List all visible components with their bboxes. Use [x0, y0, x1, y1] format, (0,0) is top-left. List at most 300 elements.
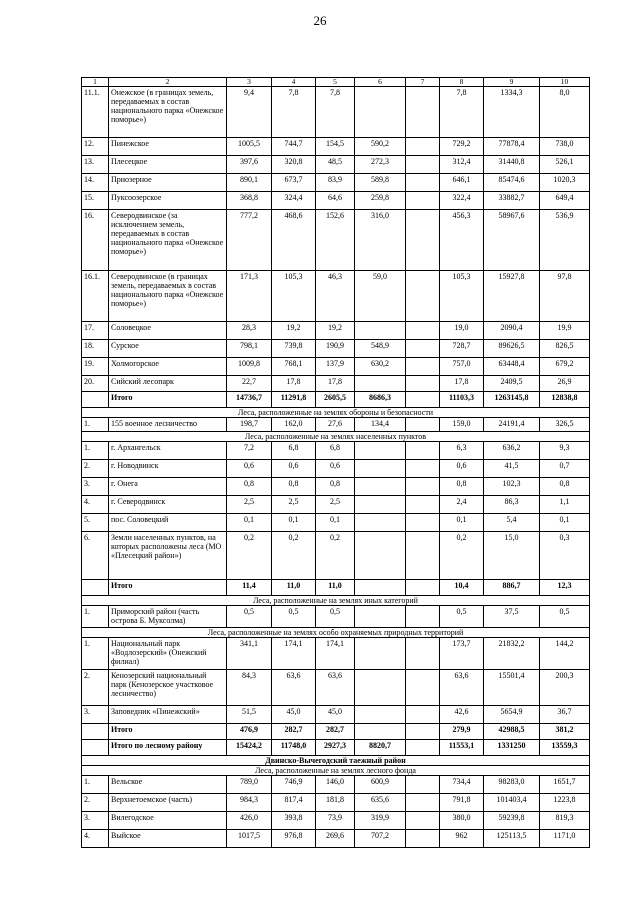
row-number-cell: 20. — [82, 376, 109, 392]
value-cell: 200,3 — [540, 670, 590, 706]
value-cell: 190,9 — [316, 340, 355, 358]
value-cell: 85474,6 — [484, 174, 540, 192]
table-row — [82, 358, 590, 376]
name-cell: Вельское — [109, 776, 227, 794]
value-cell: 0,6 — [227, 460, 272, 478]
value-cell: 5,4 — [484, 514, 540, 532]
value-cell: 33882,7 — [484, 192, 540, 210]
value-cell: 341,1 — [227, 638, 272, 670]
column-number: 9 — [484, 78, 540, 87]
region-heading-row — [82, 756, 590, 766]
value-cell: 798,1 — [227, 340, 272, 358]
value-cell: 2409,5 — [484, 376, 540, 392]
value-cell: 83,9 — [316, 174, 355, 192]
value-cell: 8820,7 — [355, 740, 406, 756]
value-cell: 0,3 — [540, 532, 590, 580]
value-cell: 1020,3 — [540, 174, 590, 192]
table-row — [82, 496, 590, 514]
value-cell: 734,4 — [440, 776, 484, 794]
value-cell: 536,9 — [540, 210, 590, 271]
value-cell: 368,8 — [227, 192, 272, 210]
value-cell — [406, 532, 440, 580]
value-cell: 984,3 — [227, 794, 272, 812]
name-cell: Верхнетоемское (часть) — [109, 794, 227, 812]
section-heading-row — [82, 628, 590, 638]
value-cell: 42,6 — [440, 706, 484, 724]
column-number: 5 — [316, 78, 355, 87]
row-number-cell: 6. — [82, 532, 109, 580]
value-cell: 324,4 — [272, 192, 316, 210]
name-cell: Итого — [109, 580, 227, 596]
name-cell: Холмогорское — [109, 358, 227, 376]
value-cell: 1009,8 — [227, 358, 272, 376]
section-heading: Леса, расположенные на землях особо охраняемых природных территорий — [82, 628, 590, 638]
column-number: 3 — [227, 78, 272, 87]
name-cell: Итого — [109, 392, 227, 408]
column-number: 4 — [272, 78, 316, 87]
table-row — [82, 830, 590, 848]
table-row — [82, 192, 590, 210]
table-row — [82, 271, 590, 322]
value-cell: 63,6 — [440, 670, 484, 706]
table-row — [82, 156, 590, 174]
value-cell: 600,9 — [355, 776, 406, 794]
total-row — [82, 392, 590, 408]
value-cell: 73,9 — [316, 812, 355, 830]
value-cell — [355, 706, 406, 724]
table-row — [82, 776, 590, 794]
value-cell: 97,8 — [540, 271, 590, 322]
value-cell: 19,2 — [316, 322, 355, 340]
name-cell: Заповедник «Пинежский» — [109, 706, 227, 724]
table-row — [82, 638, 590, 670]
value-cell: 137,9 — [316, 358, 355, 376]
table-row — [82, 210, 590, 271]
value-cell: 15,0 — [484, 532, 540, 580]
name-cell: Соловецкое — [109, 322, 227, 340]
value-cell: 48,5 — [316, 156, 355, 174]
name-cell: Итого — [109, 724, 227, 740]
region-heading: Двинско-Вычегодский таежный район — [82, 756, 590, 766]
value-cell — [355, 496, 406, 514]
value-cell: 63,6 — [272, 670, 316, 706]
value-cell — [406, 724, 440, 740]
value-cell: 272,3 — [355, 156, 406, 174]
page-number: 26 — [313, 13, 327, 28]
value-cell: 12,3 — [540, 580, 590, 596]
row-number-cell: 16.1. — [82, 271, 109, 322]
row-number-cell: 3. — [82, 478, 109, 496]
value-cell: 886,7 — [484, 580, 540, 596]
value-cell: 0,7 — [540, 460, 590, 478]
value-cell: 312,4 — [440, 156, 484, 174]
value-cell: 98283,0 — [484, 776, 540, 794]
value-cell: 679,2 — [540, 358, 590, 376]
value-cell: 24191,4 — [484, 418, 540, 432]
value-cell: 11748,0 — [272, 740, 316, 756]
value-cell: 746,9 — [272, 776, 316, 794]
value-cell: 962 — [440, 830, 484, 848]
table-header-row — [82, 78, 590, 87]
column-number: 10 — [540, 78, 590, 87]
value-cell: 12838,8 — [540, 392, 590, 408]
value-cell: 636,2 — [484, 442, 540, 460]
value-cell — [406, 376, 440, 392]
value-cell: 21832,2 — [484, 638, 540, 670]
row-number-cell: 4. — [82, 830, 109, 848]
value-cell: 1171,0 — [540, 830, 590, 848]
value-cell: 456,3 — [440, 210, 484, 271]
value-cell: 320,8 — [272, 156, 316, 174]
value-cell: 380,0 — [440, 812, 484, 830]
value-cell: 13559,3 — [540, 740, 590, 756]
row-number-cell — [82, 740, 109, 756]
value-cell: 9,3 — [540, 442, 590, 460]
value-cell — [355, 638, 406, 670]
value-cell: 1005,5 — [227, 138, 272, 156]
value-cell: 22,7 — [227, 376, 272, 392]
value-cell: 739,8 — [272, 340, 316, 358]
row-number-cell: 12. — [82, 138, 109, 156]
value-cell — [355, 442, 406, 460]
value-cell: 59,0 — [355, 271, 406, 322]
value-cell — [406, 156, 440, 174]
value-cell: 15927,8 — [484, 271, 540, 322]
value-cell: 19,0 — [440, 322, 484, 340]
value-cell — [355, 514, 406, 532]
value-cell: 1331250 — [484, 740, 540, 756]
name-cell: Онежское (в границах земель, передаваемых в состав национального парка «Онежское поморье») — [109, 87, 227, 138]
value-cell: 15424,2 — [227, 740, 272, 756]
section-heading: Леса, расположенные на землях обороны и безопасности — [82, 408, 590, 418]
value-cell: 635,6 — [355, 794, 406, 812]
value-cell — [406, 740, 440, 756]
name-cell: Пинежское — [109, 138, 227, 156]
table-row — [82, 138, 590, 156]
value-cell — [355, 460, 406, 478]
value-cell: 326,5 — [540, 418, 590, 432]
value-cell: 2927,3 — [316, 740, 355, 756]
value-cell: 102,3 — [484, 478, 540, 496]
name-cell: Земли населенных пунктов, на которых расположены леса (МО «Плесецкий район») — [109, 532, 227, 580]
name-cell: Сурское — [109, 340, 227, 358]
value-cell — [406, 638, 440, 670]
row-number-cell: 1. — [82, 442, 109, 460]
row-number-cell: 1. — [82, 638, 109, 670]
value-cell — [406, 706, 440, 724]
value-cell — [406, 392, 440, 408]
value-cell: 159,0 — [440, 418, 484, 432]
value-cell: 63,6 — [316, 670, 355, 706]
value-cell: 269,6 — [316, 830, 355, 848]
forest-data-table — [81, 77, 590, 848]
value-cell — [406, 606, 440, 628]
value-cell — [355, 532, 406, 580]
name-cell: пос. Соловецкий — [109, 514, 227, 532]
value-cell — [406, 442, 440, 460]
value-cell: 976,8 — [272, 830, 316, 848]
value-cell: 0,8 — [272, 478, 316, 496]
name-cell: Итого по лесному району — [109, 740, 227, 756]
value-cell: 19,2 — [272, 322, 316, 340]
row-number-cell: 19. — [82, 358, 109, 376]
value-cell: 1263145,8 — [484, 392, 540, 408]
value-cell: 2,5 — [227, 496, 272, 514]
value-cell: 31440,8 — [484, 156, 540, 174]
value-cell: 152,6 — [316, 210, 355, 271]
value-cell: 17,8 — [440, 376, 484, 392]
value-cell: 707,2 — [355, 830, 406, 848]
value-cell: 2,5 — [272, 496, 316, 514]
value-cell: 15501,4 — [484, 670, 540, 706]
value-cell: 646,1 — [440, 174, 484, 192]
value-cell: 27,6 — [316, 418, 355, 432]
table-row — [82, 532, 590, 580]
row-number-cell: 2. — [82, 794, 109, 812]
value-cell: 11,0 — [272, 580, 316, 596]
table-row — [82, 340, 590, 358]
value-cell: 105,3 — [440, 271, 484, 322]
name-cell: Национальный парк «Водлозерский» (Онежский филиал) — [109, 638, 227, 670]
value-cell — [406, 138, 440, 156]
value-cell — [355, 478, 406, 496]
row-number-cell: 3. — [82, 706, 109, 724]
value-cell: 45,0 — [316, 706, 355, 724]
value-cell: 5654,9 — [484, 706, 540, 724]
table-row — [82, 514, 590, 532]
value-cell — [406, 514, 440, 532]
value-cell: 2,5 — [316, 496, 355, 514]
value-cell: 11,4 — [227, 580, 272, 596]
table-row — [82, 606, 590, 628]
value-cell — [406, 794, 440, 812]
value-cell: 548,9 — [355, 340, 406, 358]
column-number: 1 — [82, 78, 109, 87]
name-cell: Сийский лесопарк — [109, 376, 227, 392]
value-cell: 174,1 — [272, 638, 316, 670]
value-cell: 42988,5 — [484, 724, 540, 740]
value-cell: 0,5 — [272, 606, 316, 628]
value-cell: 51,5 — [227, 706, 272, 724]
value-cell: 7,2 — [227, 442, 272, 460]
table-row — [82, 174, 590, 192]
row-number-cell: 4. — [82, 496, 109, 514]
value-cell: 0,6 — [272, 460, 316, 478]
value-cell: 649,4 — [540, 192, 590, 210]
value-cell: 319,9 — [355, 812, 406, 830]
section-heading-row — [82, 432, 590, 442]
value-cell: 0,1 — [440, 514, 484, 532]
value-cell — [355, 322, 406, 340]
value-cell: 589,8 — [355, 174, 406, 192]
value-cell: 11553,1 — [440, 740, 484, 756]
value-cell: 26,9 — [540, 376, 590, 392]
value-cell: 8,0 — [540, 87, 590, 138]
name-cell: Северодвинское (в границах земель, передаваемых в состав национального парка «Онежское поморье») — [109, 271, 227, 322]
value-cell: 41,5 — [484, 460, 540, 478]
value-cell: 757,0 — [440, 358, 484, 376]
value-cell — [406, 271, 440, 322]
value-cell: 9,4 — [227, 87, 272, 138]
value-cell: 738,0 — [540, 138, 590, 156]
row-number-cell: 2. — [82, 460, 109, 478]
row-number-cell: 17. — [82, 322, 109, 340]
row-number-cell: 13. — [82, 156, 109, 174]
section-heading-row — [82, 596, 590, 606]
value-cell: 0,8 — [440, 478, 484, 496]
column-number: 6 — [355, 78, 406, 87]
table-row — [82, 706, 590, 724]
row-number-cell — [82, 392, 109, 408]
value-cell: 0,2 — [227, 532, 272, 580]
table-row — [82, 376, 590, 392]
value-cell: 6,3 — [440, 442, 484, 460]
table-row — [82, 418, 590, 432]
value-cell: 37,5 — [484, 606, 540, 628]
name-cell: г. Северодвинск — [109, 496, 227, 514]
value-cell: 468,6 — [272, 210, 316, 271]
value-cell: 0,6 — [316, 460, 355, 478]
total-row — [82, 724, 590, 740]
value-cell: 0,2 — [272, 532, 316, 580]
value-cell: 36,7 — [540, 706, 590, 724]
value-cell: 59239,8 — [484, 812, 540, 830]
name-cell: Выйское — [109, 830, 227, 848]
section-heading-row — [82, 408, 590, 418]
value-cell: 768,1 — [272, 358, 316, 376]
value-cell — [406, 340, 440, 358]
name-cell: Приморский район (часть острова Б. Муксолма) — [109, 606, 227, 628]
name-cell: г. Архангельск — [109, 442, 227, 460]
value-cell: 1334,3 — [484, 87, 540, 138]
value-cell: 63448,4 — [484, 358, 540, 376]
value-cell: 1,1 — [540, 496, 590, 514]
value-cell: 728,7 — [440, 340, 484, 358]
value-cell — [406, 418, 440, 432]
value-cell — [355, 606, 406, 628]
value-cell: 789,0 — [227, 776, 272, 794]
value-cell: 729,2 — [440, 138, 484, 156]
column-number: 8 — [440, 78, 484, 87]
value-cell — [355, 580, 406, 596]
name-cell: Вилегодское — [109, 812, 227, 830]
value-cell: 6,8 — [316, 442, 355, 460]
value-cell: 28,3 — [227, 322, 272, 340]
value-cell: 198,7 — [227, 418, 272, 432]
value-cell: 0,1 — [540, 514, 590, 532]
value-cell: 2605,5 — [316, 392, 355, 408]
value-cell: 279,9 — [440, 724, 484, 740]
row-number-cell: 1. — [82, 776, 109, 794]
table-row — [82, 794, 590, 812]
value-cell: 7,8 — [316, 87, 355, 138]
value-cell: 89626,5 — [484, 340, 540, 358]
value-cell: 476,9 — [227, 724, 272, 740]
name-cell: Кенозерский национальный парк (Кенозерское участковое лесничество) — [109, 670, 227, 706]
value-cell: 397,6 — [227, 156, 272, 174]
value-cell: 46,3 — [316, 271, 355, 322]
row-number-cell: 16. — [82, 210, 109, 271]
value-cell — [355, 724, 406, 740]
value-cell: 673,7 — [272, 174, 316, 192]
value-cell: 10,4 — [440, 580, 484, 596]
value-cell: 1017,5 — [227, 830, 272, 848]
value-cell: 1223,8 — [540, 794, 590, 812]
value-cell: 0,8 — [540, 478, 590, 496]
value-cell: 590,2 — [355, 138, 406, 156]
value-cell: 146,0 — [316, 776, 355, 794]
value-cell: 154,5 — [316, 138, 355, 156]
value-cell: 162,0 — [272, 418, 316, 432]
value-cell: 0,5 — [227, 606, 272, 628]
value-cell: 7,8 — [272, 87, 316, 138]
value-cell — [406, 830, 440, 848]
row-number-cell: 2. — [82, 670, 109, 706]
value-cell: 791,8 — [440, 794, 484, 812]
name-cell: Пуксоозерское — [109, 192, 227, 210]
value-cell: 0,1 — [227, 514, 272, 532]
name-cell: Приозерное — [109, 174, 227, 192]
value-cell: 11103,3 — [440, 392, 484, 408]
value-cell: 0,8 — [316, 478, 355, 496]
value-cell: 282,7 — [316, 724, 355, 740]
value-cell: 0,6 — [440, 460, 484, 478]
table-row — [82, 812, 590, 830]
section-heading: Леса, расположенные на землях иных категорий — [82, 596, 590, 606]
value-cell: 7,8 — [440, 87, 484, 138]
value-cell — [406, 210, 440, 271]
value-cell — [406, 322, 440, 340]
value-cell: 173,7 — [440, 638, 484, 670]
value-cell: 0,8 — [227, 478, 272, 496]
value-cell: 19,9 — [540, 322, 590, 340]
value-cell — [406, 580, 440, 596]
row-number-cell: 18. — [82, 340, 109, 358]
value-cell: 174,1 — [316, 638, 355, 670]
row-number-cell: 11.1. — [82, 87, 109, 138]
value-cell: 8686,3 — [355, 392, 406, 408]
value-cell: 0,1 — [316, 514, 355, 532]
value-cell: 282,7 — [272, 724, 316, 740]
column-number: 2 — [109, 78, 227, 87]
value-cell: 630,2 — [355, 358, 406, 376]
value-cell — [406, 670, 440, 706]
value-cell: 890,1 — [227, 174, 272, 192]
value-cell: 101403,4 — [484, 794, 540, 812]
value-cell: 125113,5 — [484, 830, 540, 848]
value-cell — [406, 358, 440, 376]
value-cell: 58967,6 — [484, 210, 540, 271]
total-row — [82, 580, 590, 596]
value-cell: 84,3 — [227, 670, 272, 706]
value-cell — [406, 460, 440, 478]
value-cell — [406, 192, 440, 210]
value-cell: 181,8 — [316, 794, 355, 812]
value-cell: 316,0 — [355, 210, 406, 271]
table-row — [82, 442, 590, 460]
value-cell: 381,2 — [540, 724, 590, 740]
value-cell: 105,3 — [272, 271, 316, 322]
section-heading-row — [82, 766, 590, 776]
value-cell: 86,3 — [484, 496, 540, 514]
name-cell: Плесецкое — [109, 156, 227, 174]
name-cell: Северодвинское (за исключением земель, передаваемых в состав национального парка «Онежское поморье») — [109, 210, 227, 271]
name-cell: г. Онега — [109, 478, 227, 496]
value-cell: 17,8 — [272, 376, 316, 392]
total-row — [82, 740, 590, 756]
value-cell — [406, 812, 440, 830]
value-cell: 2,4 — [440, 496, 484, 514]
